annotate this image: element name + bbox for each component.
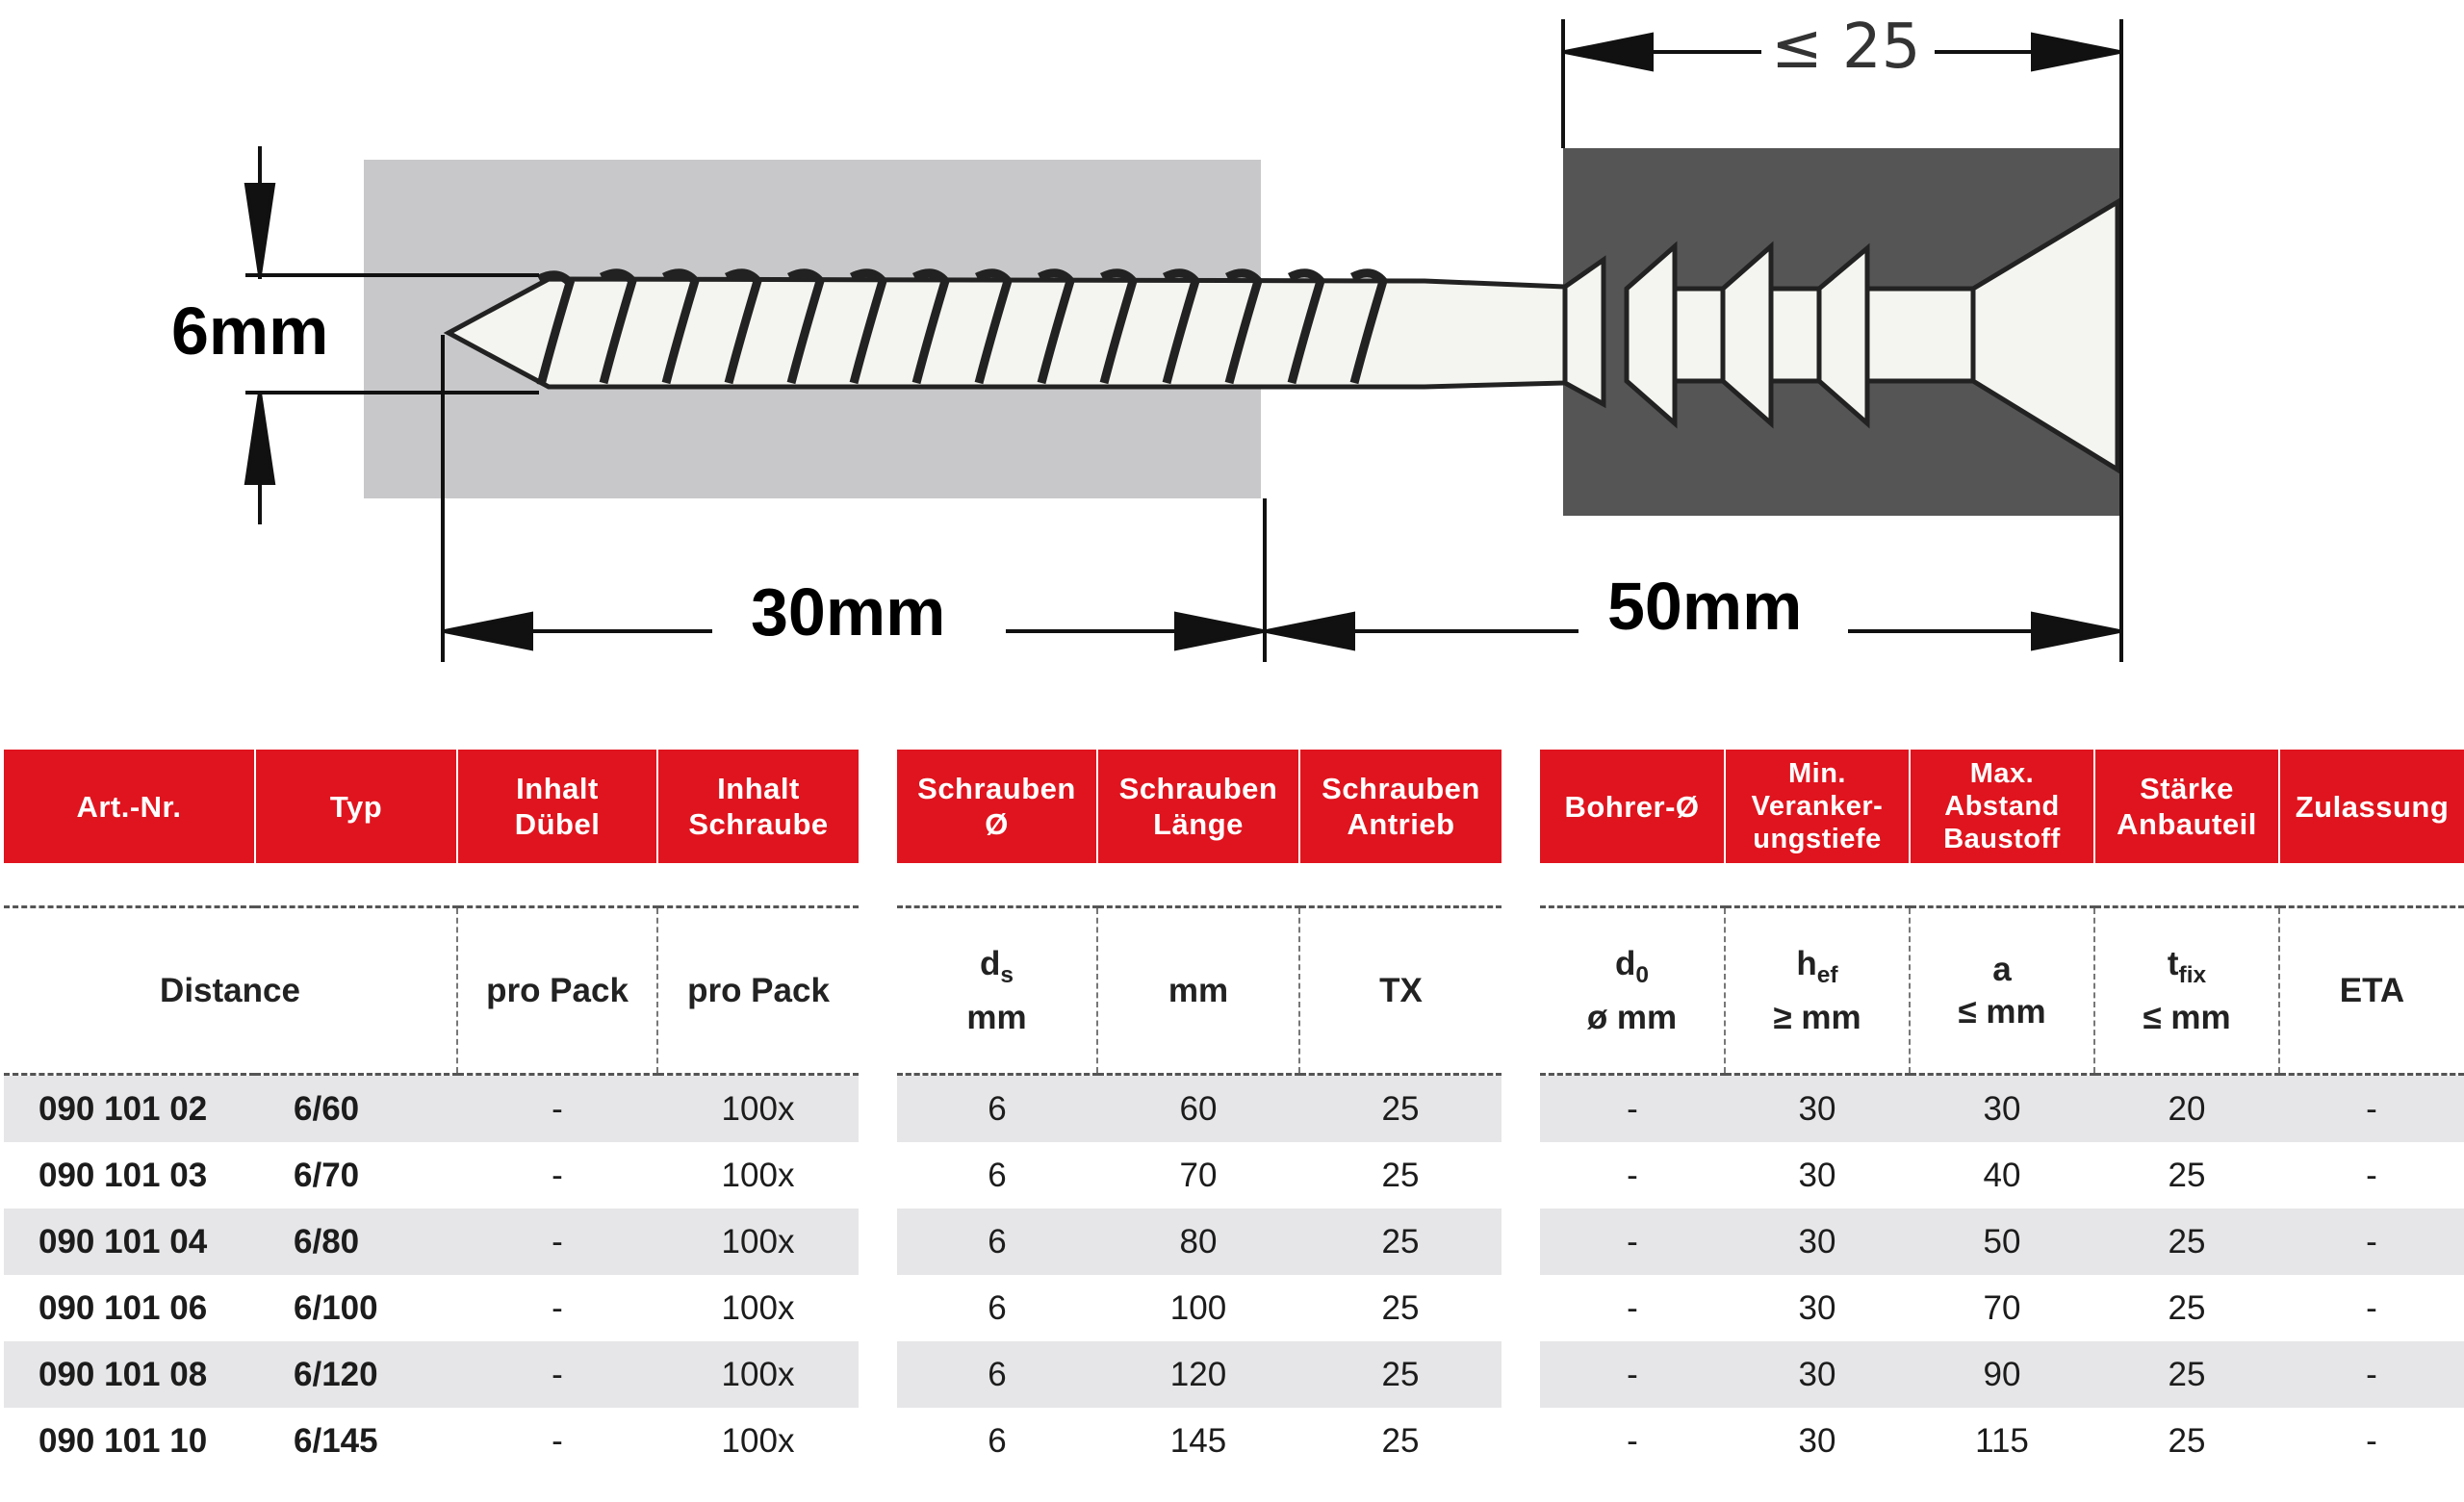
installation-table-header bbox=[1540, 750, 2464, 863]
cell-inhalt-duebel: - bbox=[457, 1275, 657, 1341]
cell-inhalt-schraube: 100x bbox=[657, 1075, 859, 1143]
cell-schrauben-durchmesser: 6 bbox=[897, 1075, 1097, 1143]
cell-typ: 6/80 bbox=[255, 1209, 457, 1275]
cell-zulassung: - bbox=[2279, 1408, 2464, 1474]
cell-tfix: 20 bbox=[2094, 1075, 2279, 1143]
table-row bbox=[4, 1075, 859, 1143]
table-row bbox=[1540, 1142, 2464, 1209]
dim-fixture-label: ≤ 25 bbox=[1771, 12, 1921, 83]
cell-schrauben-durchmesser: 6 bbox=[897, 1142, 1097, 1209]
cell-inhalt-duebel: - bbox=[457, 1408, 657, 1474]
table-row bbox=[4, 1341, 859, 1408]
sub-mm: mm bbox=[1097, 907, 1299, 1075]
dim-length-label: 50mm bbox=[1607, 569, 1803, 644]
cell-hef: 30 bbox=[1725, 1075, 1910, 1143]
cell-schrauben-durchmesser: 6 bbox=[897, 1209, 1097, 1275]
cell-schrauben-antrieb: 25 bbox=[1299, 1275, 1502, 1341]
header-inhalt-schraube: Inhalt Schraube bbox=[657, 750, 859, 863]
cell-schrauben-laenge: 120 bbox=[1097, 1341, 1299, 1408]
cell-inhalt-schraube: 100x bbox=[657, 1275, 859, 1341]
cell-typ: 6/70 bbox=[255, 1142, 457, 1209]
table-row bbox=[1540, 1209, 2464, 1275]
header-max-abstand: Max. Abstand Baustoff bbox=[1910, 750, 2094, 863]
article-table-header bbox=[4, 750, 859, 863]
cell-inhalt-duebel: - bbox=[457, 1209, 657, 1275]
cell-schrauben-laenge: 100 bbox=[1097, 1275, 1299, 1341]
header-min-verankerungstiefe: Min. Veranker- ungstiefe bbox=[1725, 750, 1910, 863]
cell-schrauben-antrieb: 25 bbox=[1299, 1209, 1502, 1275]
cell-zulassung: - bbox=[2279, 1209, 2464, 1275]
cell-inhalt-schraube: 100x bbox=[657, 1142, 859, 1209]
cell-schrauben-antrieb: 25 bbox=[1299, 1142, 1502, 1209]
cell-tfix: 25 bbox=[2094, 1275, 2279, 1341]
cell-typ: 6/120 bbox=[255, 1341, 457, 1408]
table-row bbox=[4, 1209, 859, 1275]
cell-typ: 6/145 bbox=[255, 1408, 457, 1474]
sub-tx: TX bbox=[1299, 907, 1502, 1075]
sub-ds: $d_s$ mm bbox=[897, 907, 1097, 1075]
sub-eta: ETA bbox=[2279, 907, 2464, 1075]
cell-inhalt-schraube: 100x bbox=[657, 1341, 859, 1408]
header-staerke-anbauteil: Stärke Anbauteil bbox=[2094, 750, 2279, 863]
dim-diameter-label: 6mm bbox=[171, 293, 329, 369]
cell-inhalt-duebel: - bbox=[457, 1142, 657, 1209]
screw-anchor-drawing bbox=[0, 0, 2464, 693]
cell-schrauben-durchmesser: 6 bbox=[897, 1275, 1097, 1341]
table-row bbox=[1540, 1275, 2464, 1341]
screw-table bbox=[897, 750, 1502, 1474]
cell-bohrer: - bbox=[1540, 1408, 1725, 1474]
cell-abstand: 70 bbox=[1910, 1275, 2094, 1341]
header-inhalt-duebel: Inhalt Dübel bbox=[457, 750, 657, 863]
sub-a: a ≤ mm bbox=[1910, 907, 2094, 1075]
cell-bohrer: - bbox=[1540, 1075, 1725, 1143]
table-row bbox=[897, 1341, 1502, 1408]
cell-art-nr: 090 101 06 bbox=[4, 1275, 255, 1341]
sub-d0: $d_0$ ø mm bbox=[1540, 907, 1725, 1075]
article-table-subheader bbox=[4, 907, 859, 1075]
header-art-nr: Art.-Nr. bbox=[4, 750, 255, 863]
installation-table-subheader bbox=[1540, 907, 2464, 1075]
cell-tfix: 25 bbox=[2094, 1408, 2279, 1474]
cell-typ: 6/100 bbox=[255, 1275, 457, 1341]
sub-pro-pack-schraube: pro Pack bbox=[657, 907, 859, 1075]
cell-art-nr: 090 101 08 bbox=[4, 1341, 255, 1408]
header-schrauben-durchmesser: Schrauben Ø bbox=[897, 750, 1097, 863]
cell-schrauben-laenge: 70 bbox=[1097, 1142, 1299, 1209]
cell-zulassung: - bbox=[2279, 1275, 2464, 1341]
cell-abstand: 40 bbox=[1910, 1142, 2094, 1209]
sub-tfix: $t_{fix}$ ≤ mm bbox=[2094, 907, 2279, 1075]
cell-schrauben-laenge: 80 bbox=[1097, 1209, 1299, 1275]
table-row bbox=[4, 1408, 859, 1474]
header-schrauben-antrieb: Schrauben Antrieb bbox=[1299, 750, 1502, 863]
cell-tfix: 25 bbox=[2094, 1209, 2279, 1275]
table-row bbox=[1540, 1408, 2464, 1474]
cell-art-nr: 090 101 02 bbox=[4, 1075, 255, 1143]
cell-abstand: 90 bbox=[1910, 1341, 2094, 1408]
cell-bohrer: - bbox=[1540, 1209, 1725, 1275]
cell-schrauben-laenge: 145 bbox=[1097, 1408, 1299, 1474]
cell-schrauben-antrieb: 25 bbox=[1299, 1075, 1502, 1143]
article-table bbox=[4, 750, 859, 1474]
cell-schrauben-laenge: 60 bbox=[1097, 1075, 1299, 1143]
cell-hef: 30 bbox=[1725, 1209, 1910, 1275]
cell-schrauben-durchmesser: 6 bbox=[897, 1341, 1097, 1408]
table-row bbox=[897, 1275, 1502, 1341]
cell-schrauben-antrieb: 25 bbox=[1299, 1408, 1502, 1474]
cell-tfix: 25 bbox=[2094, 1341, 2279, 1408]
header-bohrer: Bohrer-Ø bbox=[1540, 750, 1725, 863]
cell-art-nr: 090 101 03 bbox=[4, 1142, 255, 1209]
table-row bbox=[897, 1075, 1502, 1143]
table-row bbox=[4, 1275, 859, 1341]
screw-table-subheader bbox=[897, 907, 1502, 1075]
cell-abstand: 30 bbox=[1910, 1075, 2094, 1143]
table-row bbox=[897, 1142, 1502, 1209]
header-typ: Typ bbox=[255, 750, 457, 863]
cell-art-nr: 090 101 10 bbox=[4, 1408, 255, 1474]
cell-hef: 30 bbox=[1725, 1275, 1910, 1341]
cell-zulassung: - bbox=[2279, 1142, 2464, 1209]
cell-hef: 30 bbox=[1725, 1408, 1910, 1474]
table-row bbox=[4, 1142, 859, 1209]
sub-hef: $h_{ef}$ ≥ mm bbox=[1725, 907, 1910, 1075]
header-schrauben-laenge: Schrauben Länge bbox=[1097, 750, 1299, 863]
table-row bbox=[897, 1408, 1502, 1474]
table-row bbox=[1540, 1075, 2464, 1143]
cell-inhalt-schraube: 100x bbox=[657, 1408, 859, 1474]
cell-bohrer: - bbox=[1540, 1275, 1725, 1341]
cell-schrauben-antrieb: 25 bbox=[1299, 1341, 1502, 1408]
table-row bbox=[897, 1209, 1502, 1275]
table-row bbox=[1540, 1341, 2464, 1408]
screw-table-header bbox=[897, 750, 1502, 863]
cell-abstand: 115 bbox=[1910, 1408, 2094, 1474]
cell-bohrer: - bbox=[1540, 1142, 1725, 1209]
cell-tfix: 25 bbox=[2094, 1142, 2279, 1209]
sub-pro-pack-duebel: pro Pack bbox=[457, 907, 657, 1075]
cell-schrauben-durchmesser: 6 bbox=[897, 1408, 1097, 1474]
cell-typ: 6/60 bbox=[255, 1075, 457, 1143]
header-zulassung: Zulassung bbox=[2279, 750, 2464, 863]
cell-zulassung: - bbox=[2279, 1075, 2464, 1143]
cell-zulassung: - bbox=[2279, 1341, 2464, 1408]
cell-inhalt-duebel: - bbox=[457, 1075, 657, 1143]
cell-inhalt-schraube: 100x bbox=[657, 1209, 859, 1275]
cell-abstand: 50 bbox=[1910, 1209, 2094, 1275]
cell-bohrer: - bbox=[1540, 1341, 1725, 1408]
installation-table bbox=[1540, 750, 2464, 1474]
cell-art-nr: 090 101 04 bbox=[4, 1209, 255, 1275]
cell-inhalt-duebel: - bbox=[457, 1341, 657, 1408]
dim-embed-label: 30mm bbox=[751, 574, 946, 649]
cell-hef: 30 bbox=[1725, 1341, 1910, 1408]
sub-distance: Distance bbox=[4, 907, 457, 1075]
cell-hef: 30 bbox=[1725, 1142, 1910, 1209]
